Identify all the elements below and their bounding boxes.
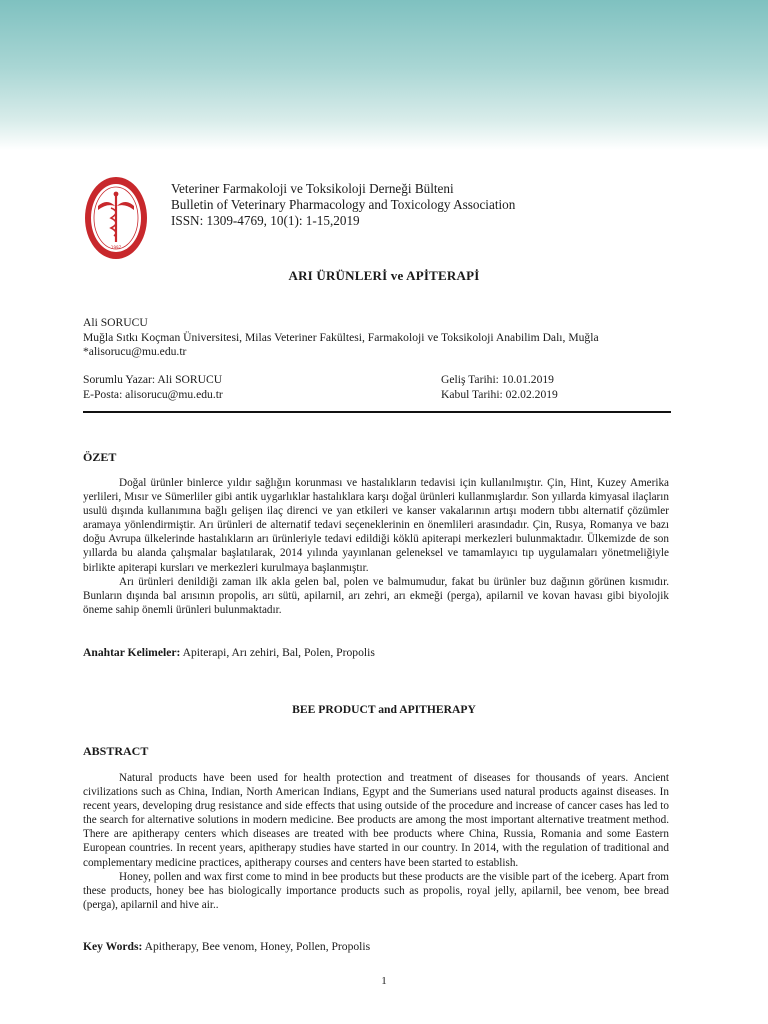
article-dates [441, 373, 558, 402]
abstract-keywords-label: Key Words: [83, 940, 143, 953]
journal-name-en: Bulletin of Veterinary Pharmacology and Toxicology Association [171, 197, 516, 212]
author-name: Ali SORUCU [83, 316, 148, 329]
article-title-en: BEE PRODUCT and APITHERAPY [292, 703, 476, 716]
logo-year: 1997 [110, 245, 122, 250]
corresponding-author-name: Sorumlu Yazar: Ali SORUCU [83, 373, 223, 386]
ozet-body [83, 476, 669, 617]
header-divider [83, 411, 671, 413]
ozet-keywords [83, 646, 375, 659]
journal-name-tr: Veteriner Farmakoloji ve Toksikoloji Derneği Bülteni [171, 181, 454, 196]
ozet-paragraph-1: Doğal ürünler binlerce yıldır sağlığın korunması ve hastalıkların tedavisi için kullanılmıştır. Çin, Hint, Kuzey Amerika yerlileri, Mısır ve Sümerliler gibi antik uygarlıklar hastalıklara karşı doğal ürünleri kullanmışlardır. Son yıllarda kimyasal ilaçların usulü dışında kullanımına bağlı gelişen ilaç direnci ve yan etkileri ve kanser vakalarının artışı modern tıbbı alternatif çözümler aramaya yönlendirmiştir. Arı ürünleri de alternatif tedavi seçeneklerinin en önemlileri arasındadır. Çin, Rusya, Romanya ve bazı doğu Avrupa ülkelerinde hastalıkların arı ürünleriyle tedavi edildiği köklü apiterapi merkezleri bulunmaktadır. Ülkemizde de son yıllarda bu alanda çalışmalar başlatılarak, 2014 yılında yayınlanan geleneksel ve tamamlayıcı tıp uygulamaları yönetmeliğiyle birlikte apiterapi kursları ve merkezleri kurulmaya başlanmıştır. [83, 477, 669, 574]
abstract-keywords-list: Apitherapy, Bee venom, Honey, Pollen, Propolis [142, 940, 371, 953]
corresponding-author [83, 373, 223, 402]
accepted-date: Kabul Tarihi: 02.02.2019 [441, 387, 558, 401]
journal-issn: ISSN: 1309-4769, 10(1): 1-15,2019 [171, 213, 360, 228]
ozet-heading: ÖZET [83, 450, 117, 464]
abstract-paragraph-1: Natural products have been used for health protection and treatment of diseases for thousands of years. Ancient civilizations such as China, Indian, North American Indians, Egypt and the Sumerians used natural products against diseases. In recent years, developing drug resistance and side effects that using outside of the procedure and increase of cancer cases has led to the search for alternative solutions in modern medicine. Bee products are among the most important alternative treatment method. There are apitherapy centers which diseases are treated with bee products where China, Russia, Romania and some Eastern European countries. In recent years, apitherapy studies have started in our country. In 2014, with the regulation of traditional and complementary medicine practices, apitherapy courses and centers have been started to establish. [83, 772, 669, 869]
journal-info [171, 181, 515, 229]
header-band [0, 0, 768, 150]
article-title-tr: ARI ÜRÜNLERİ ve APİTERAPİ [288, 268, 480, 283]
corresponding-author-email[interactable]: E-Posta: alisorucu@mu.edu.tr [83, 387, 223, 401]
abstract-keywords [83, 940, 370, 953]
author-block [83, 316, 599, 360]
ozet-keywords-list: Apiterapi, Arı zehiri, Bal, Polen, Propolis [180, 646, 375, 659]
received-date: Geliş Tarihi: 10.01.2019 [441, 373, 554, 386]
author-email[interactable]: *alisorucu@mu.edu.tr [83, 345, 187, 358]
abstract-body [83, 771, 669, 912]
ozet-keywords-label: Anahtar Kelimeler: [83, 646, 181, 659]
ozet-paragraph-2: Arı ürünleri denildiği zaman ilk akla gelen bal, polen ve balmumudur, fakat bu ürünler buz dağının görünen kısmıdır. Bunların dışında bal arısının propolis, arı sütü, apilarnil, arı zehri, arı ekmeği (perga), apilarnil ve kovan havası gibi biyolojik öneme sahip önemli ürünleri bulunmaktadır. [83, 575, 669, 616]
association-logo-icon [84, 176, 148, 260]
abstract-heading: ABSTRACT [83, 744, 149, 758]
author-affiliation: Muğla Sıtkı Koçman Üniversitesi, Milas Veteriner Fakültesi, Farmakoloji ve Toksikoloji Anabilim Dalı, Muğla [83, 330, 599, 344]
page-number: 1 [381, 975, 387, 987]
abstract-paragraph-2: Honey, pollen and wax first come to mind in bee products but these products are the visible part of the iceberg. Apart from these products, honey bee has biologically importance products such as propolis, royal jelly, apilarnil, bee venom, bee bread (perga), apilarnil and hive air.. [83, 870, 669, 911]
